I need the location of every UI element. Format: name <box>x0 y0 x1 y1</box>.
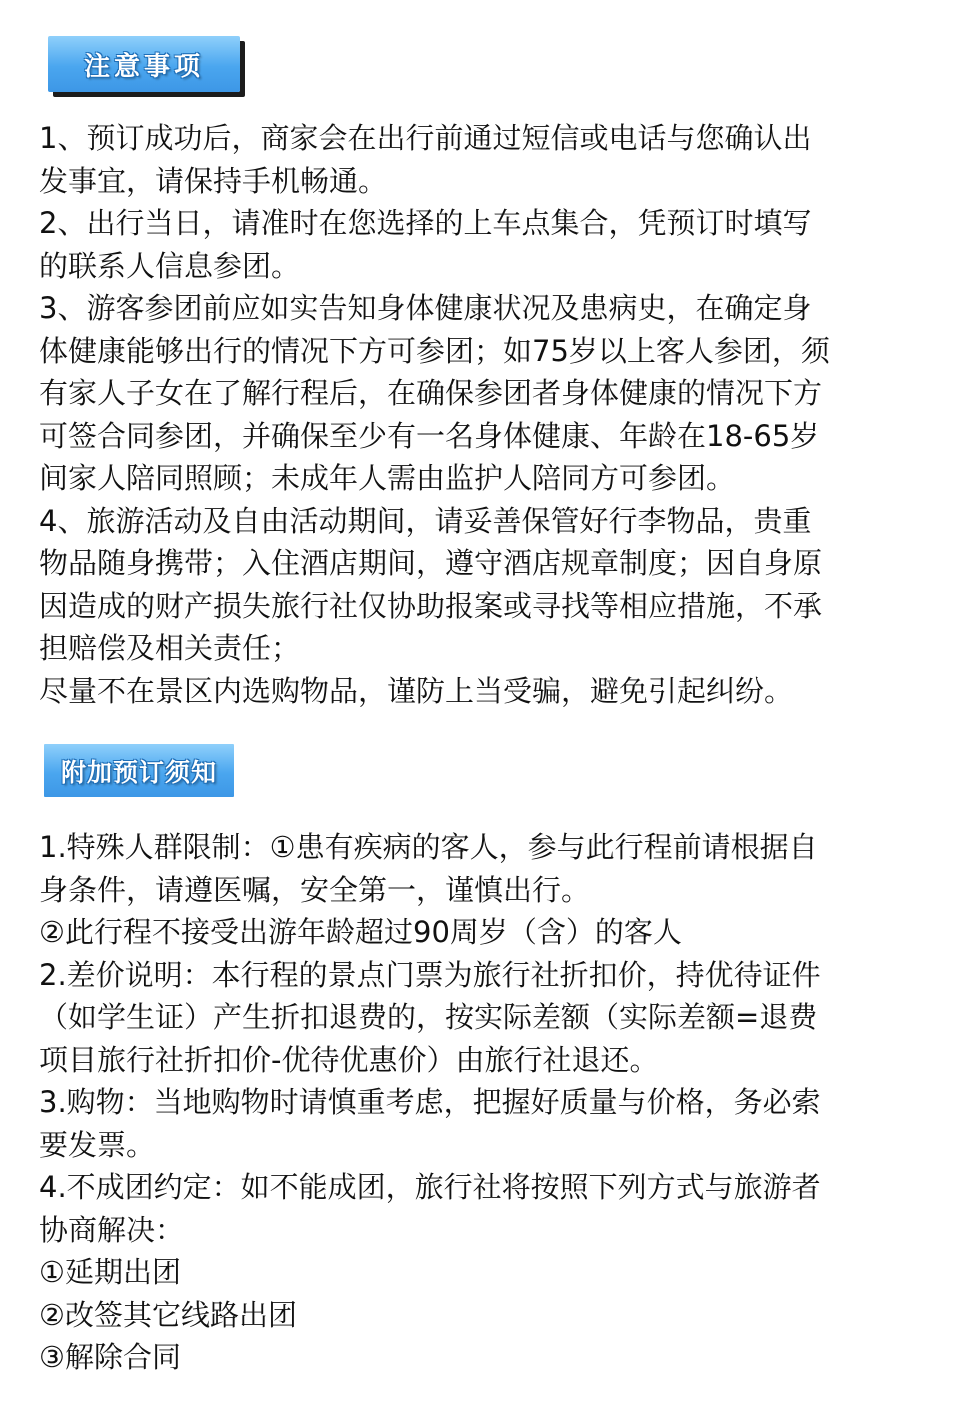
booking-line-10: 协商解决： <box>39 1212 185 1247</box>
booking-notes-heading: 附加预订须知 <box>60 757 217 787</box>
booking-line-5: （如学生证）产生折扣退费的，按实际差额（实际差额=退费 <box>39 1000 818 1034</box>
notice-line-3: 2、出行当日，请准时在您选择的上车点集合，凭预订时填写 <box>39 206 812 240</box>
booking-line-4: 2.差价说明：本行程的景点门票为旅行社折扣价，持优待证件 <box>39 957 821 992</box>
notice-line-11: 物品随身携带；入住酒店期间，遵守酒店规章制度；因自身原 <box>39 546 823 580</box>
booking-line-7: 3.购物：当地购物时请慎重考虑，把握好质量与价格，务必索 <box>39 1085 821 1119</box>
notice-line-8: 可签合同参团，并确保至少有一名身体健康、年龄在18-65岁 <box>39 418 820 453</box>
notice-heading: 注意事项 <box>83 51 204 82</box>
notice-line-9: 间家人陪同照顾；未成年人需由监护人陪同方可参团。 <box>39 461 736 495</box>
notice-section <box>39 117 939 712</box>
booking-notes-section <box>39 826 939 1379</box>
notice-line-5: 3、游客参团前应如实告知身体健康状况及患病史，在确定身 <box>39 291 812 325</box>
booking-line-2: 身条件，请遵医嘱，安全第一，谨慎出行。 <box>39 872 591 907</box>
notice-line-10: 4、旅游活动及自由活动期间，请妥善保管好行李物品，贵重 <box>39 503 812 538</box>
notice-line-12: 因造成的财产损失旅行社仅协助报案或寻找等相应措施，不承 <box>39 588 823 623</box>
booking-line-12: ②改签其它线路出团 <box>39 1297 297 1332</box>
booking-line-9: 4.不成团约定：如不能成团，旅行社将按照下列方式与旅游者 <box>39 1170 821 1204</box>
booking-line-6: 项目旅行社折扣价-优待优惠价）由旅行社退还。 <box>39 1042 659 1077</box>
notice-line-13: 担赔偿及相关责任； <box>39 631 301 665</box>
booking-line-8: 要发票。 <box>39 1127 156 1162</box>
booking-notes-heading-badge <box>44 744 234 797</box>
notice-line-7: 有家人子女在了解行程后，在确保参团者身体健康的情况下方 <box>39 376 823 410</box>
booking-line-11: ①延期出团 <box>39 1255 181 1289</box>
notice-line-14: 尽量不在景区内选购物品，谨防上当受骗，避免引起纠纷。 <box>39 673 794 708</box>
notice-heading-badge <box>48 36 240 92</box>
notice-line-4: 的联系人信息参团。 <box>39 248 301 283</box>
notice-line-1: 1、预订成功后，商家会在出行前通过短信或电话与您确认出 <box>39 121 812 155</box>
booking-line-3: ②此行程不接受出游年龄超过90周岁（含）的客人 <box>39 915 682 949</box>
booking-line-13: ③解除合同 <box>39 1340 181 1374</box>
notice-line-6: 体健康能够出行的情况下方可参团；如75岁以上客人参团，须 <box>39 333 830 368</box>
notice-line-2: 发事宜，请保持手机畅通。 <box>39 163 388 198</box>
booking-line-1: 1.特殊人群限制：①患有疾病的客人，参与此行程前请根据自 <box>39 830 818 864</box>
